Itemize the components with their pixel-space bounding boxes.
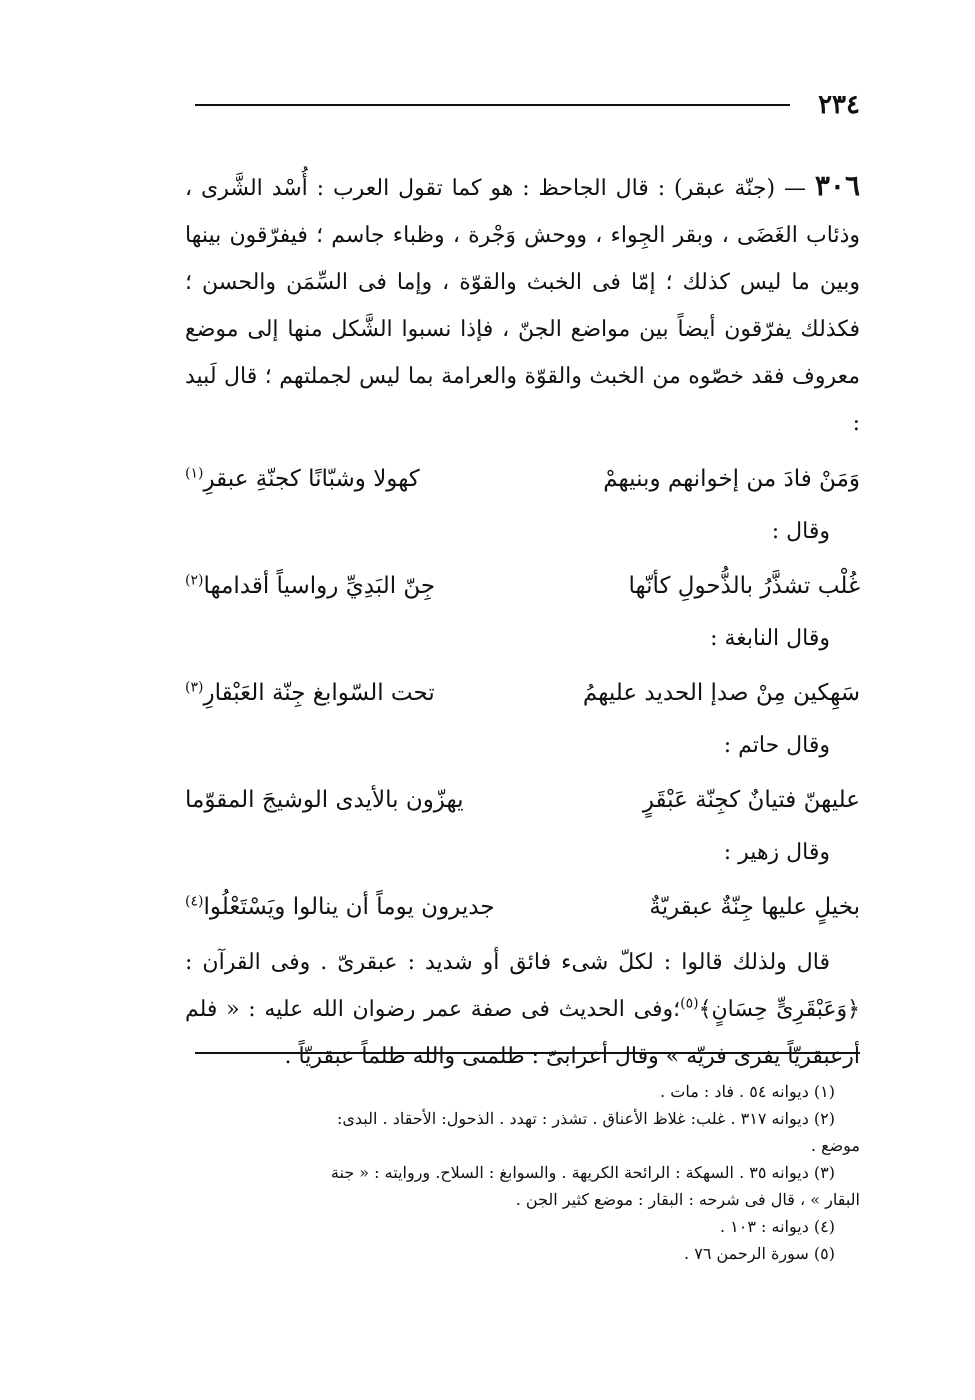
- entry-paragraph: [185, 162, 860, 447]
- footnotes: [185, 1078, 860, 1267]
- footnote-mark: (٣): [185, 679, 204, 696]
- footnote-mark: (١): [185, 465, 204, 482]
- verse-first-hemistich: سَهِكين مِنْ صدإ الحديد عليهمُ: [582, 680, 860, 706]
- entry-line: (جنّة عبقر) : قال الجاحظ : هو كما تقول العرب : أُسْد: [271, 176, 776, 201]
- verse-4: [185, 774, 860, 826]
- footnote-mark: (٥): [680, 995, 699, 1012]
- footnote: (١) ديوانه ٥٤ . فاد : مات .: [660, 1082, 835, 1101]
- footnote: (٣) ديوانه ٣٥ . السهكة : الرائحة الكريهة . والسوابغ : السلاح. وروايته : « جنة: [330, 1163, 835, 1182]
- verse-first-hemistich: غُلْب تشذَّرُ بالذُّحولِ كأنّها: [628, 573, 860, 599]
- footnote-continuation: موضع .: [810, 1136, 860, 1155]
- verse-1: [185, 453, 860, 505]
- verse-intro: وقال :: [771, 519, 830, 544]
- entry-line: معروف فقد خصّوه من الخبث والقوّة والعرامة بما ليس لجملتهم ؛ قال لَبيد :: [185, 364, 860, 436]
- verse-first-hemistich: وَمَنْ فادَ من إخوانهم وبنيهمْ: [603, 466, 860, 492]
- closing-line: قال ولذلك قالوا : لكلّ شىء فائق أو شديد : عبقرىّ . وفى القرآن :: [185, 950, 830, 975]
- footnote: (٤) ديوانه : ١٠٣ .: [719, 1217, 835, 1236]
- verse-intro: وقال حاتم :: [723, 733, 830, 758]
- entry-line: فكذلك يفرّقون أيضاً بين مواضع الجنّ ، فإذا نسبوا الشَّكل منها إلى موضع: [185, 317, 860, 342]
- verse-second-hemistich: [185, 881, 495, 933]
- footnote-continuation: البقار » ، قال فى شرحه : البقار : موضع كثير الجن .: [515, 1190, 860, 1209]
- hemistich-text: يهزّون بالأيدى الوشيجَ المقوّما: [185, 787, 464, 813]
- verse-first-hemistich: بخيلٍ عليها جِنّةٌ عبقريّةٌ: [649, 894, 860, 920]
- closing-line: ؛وفى الحديث فى صفة عمر رضوان الله عليه : « فلم أرعبقريّاً: [185, 997, 860, 1069]
- footnote-mark: (٢): [185, 572, 204, 589]
- verse-intro: وقال النابغة :: [710, 626, 830, 651]
- hemistich-text: تحت السّوابغ جِنّة العَبْقارِ: [203, 680, 435, 706]
- verse-second-hemistich: [185, 453, 420, 505]
- entry-line: الشَّرى ، وذئاب الغَضَى ، وبقر الجِواء ، ووحش وَجْرة ، وظباء جاسم ؛ فيفرّقون: [185, 176, 860, 248]
- main-text: [185, 162, 860, 1080]
- hemistich-text: جِنّ البَدِيِّ رواسياً أقدامها: [203, 573, 436, 599]
- closing-paragraph: [185, 939, 860, 1080]
- verse-second-hemistich: [185, 774, 464, 826]
- hemistich-text: جديرون يوماً أن ينالوا ويَسْتَعْلُوا: [203, 894, 495, 920]
- entry-number: ٣٠٦: [814, 169, 861, 202]
- page-number: ٢٣٤: [818, 90, 860, 120]
- verse-first-hemistich: عليهنّ فتيانٌ كجِنّة عَبْقَرٍ: [642, 787, 860, 813]
- verse-second-hemistich: [185, 667, 435, 719]
- page-header: [195, 90, 860, 130]
- footnote-mark: (٤): [185, 893, 204, 910]
- verse-5: [185, 881, 860, 933]
- footnote: (٥) سورة الرحمن ٧٦ .: [684, 1244, 835, 1263]
- footnote-rule: [195, 1052, 860, 1054]
- verse-3: [185, 667, 860, 719]
- hemistich-text: كهولا وشبّانًا كجنّةِ عبقرِ: [203, 466, 420, 492]
- closing-line: يفرى فريّه » وقال أعرابىّ : ظلمنى والله ظلماً عبقريّاً .: [284, 1044, 781, 1069]
- verse-2: [185, 560, 860, 612]
- verse-intro: وقال زهير :: [723, 840, 830, 865]
- header-rule: [195, 104, 790, 106]
- quran-quote: ﴿وَعَبْقَرِىٍّ حِسَانٍ﴾: [698, 997, 860, 1022]
- verse-second-hemistich: [185, 560, 435, 612]
- footnote: (٢) ديوانه ٣١٧ . غلب: غلاظ الأعناق . تشذر : تهدد . الذحول: الأحقاد . البدى:: [336, 1109, 835, 1128]
- entry-dash: —: [784, 176, 806, 201]
- entry-line: بينها وبين ما ليس كذلك ؛ إمّا فى الخبث والقوّة ، وإما فى السِّمَن والحسن ؛: [185, 223, 860, 295]
